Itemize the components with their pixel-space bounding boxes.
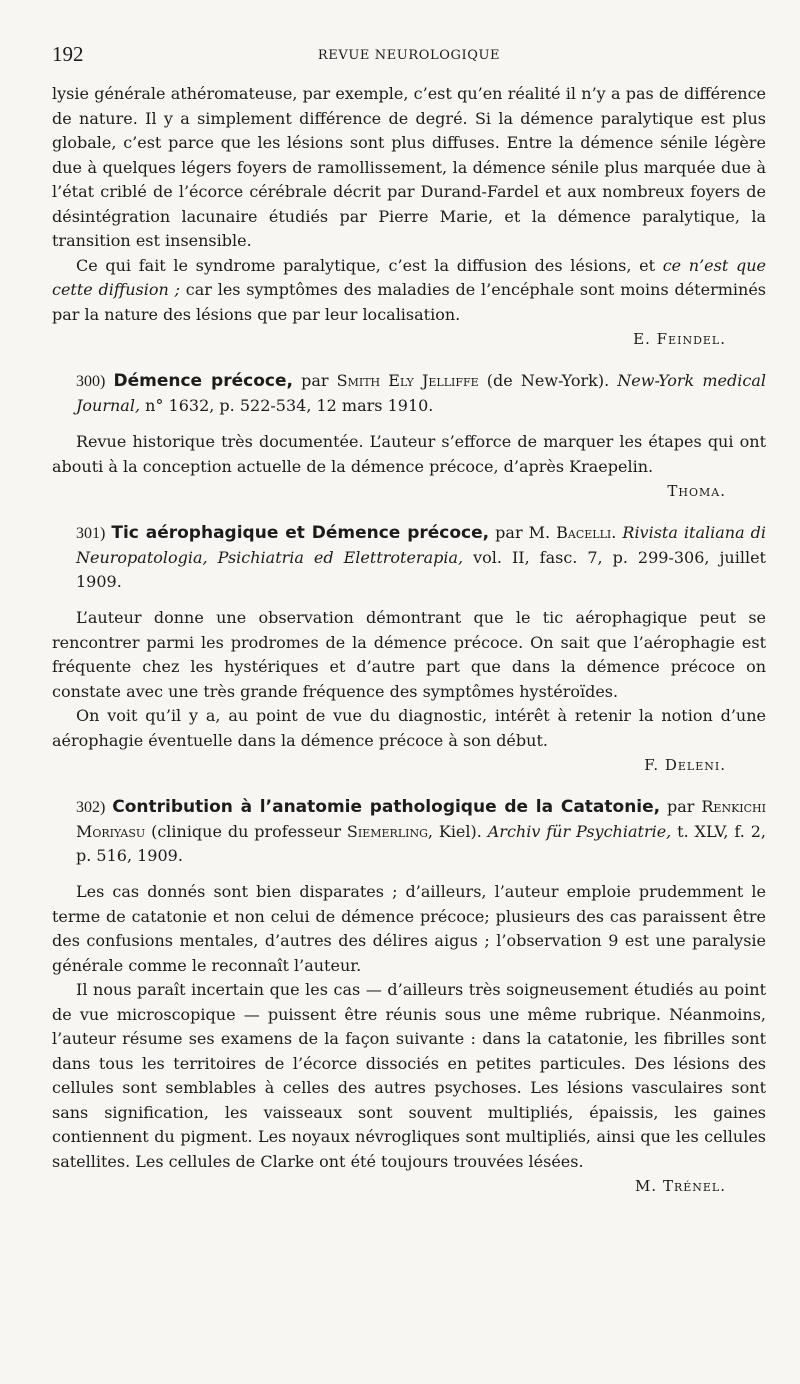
abstract-entry-300: [52, 369, 766, 503]
entry-place: (clinique du professeur: [145, 822, 347, 841]
entry-text: Il nous paraît incertain que les cas — d’ailleurs très soigneusement étudiés au point de vue microscopique — puissent être réunis sous une même rubrique. Néanmoins, l’auteur résume ses examens de la façon suivante : dans la catatonie, les fibrilles sont dans tous les territoires de l’écorce dissociés en petites particules. Des lésions des cellules sont semblables à celles des autres psychoses. Les lésions vasculaires sont sans signification, les vaisseaux sont souvent multipliés, épaissis, les gaines contiennent du pigment. Les noyaux névrogliques sont multipliés, ainsi que les cellules satellites. Les cellules de Clarke ont été toujours trouvées lésées.: [52, 980, 766, 1171]
journal-page: [52, 42, 766, 1198]
entry-number: 300): [76, 373, 106, 390]
entry-place-author: Siemerling: [346, 822, 428, 841]
entry-place-end: , Kiel).: [427, 822, 488, 841]
entry-journal: Archiv für Psychiatrie,: [487, 822, 672, 841]
entry-body: [52, 606, 766, 777]
entry-reference: t. XLV, f. 2, p. 516, 1909.: [76, 822, 766, 865]
entry-text: L’auteur donne une observation démontrant que le tic aérophagique peut se rencontrer parmi les prodromes de la démence précoce. On sait que l’aérophagie est fréquente chez les hystériques et d’autre part que dans la démence précoce on constate avec une très grande fréquence des symptômes hystéroïdes.: [52, 608, 766, 701]
entry-text: Les cas donnés sont bien disparates ; d’ailleurs, l’auteur emploie prudemment le terme de catatonie et non celui de démence précoce; plusieurs des cas paraissent être des confusions mentales, d’autres des délires aigus ; l’observation 9 est une paralysie générale comme le reconnaît l’auteur.: [52, 882, 766, 975]
entry-body: [52, 430, 766, 503]
entry-text: Revue historique très documentée. L’auteur s’efforce de marquer les étapes qui ont abouti à la conception actuelle de la démence précoce, d’après Kraepelin.: [52, 432, 766, 476]
entry-author: Bacelli.: [556, 523, 617, 542]
entry-citation: [52, 521, 766, 594]
intro-emphasis: ce n’est que cette diffusion ;: [52, 255, 766, 299]
entry-title: Contribution à l’anatomie pathologique de la Catatonie,: [112, 797, 661, 817]
entry-author: Smith Ely Jelliffe: [336, 371, 479, 390]
entry-citation: [52, 369, 766, 418]
entry-title: Démence précoce,: [113, 371, 293, 391]
entry-by: par M.: [489, 523, 557, 542]
entry-title: Tic aérophagique et Démence précoce,: [111, 523, 490, 543]
entry-by: par: [660, 797, 702, 816]
page-number: 192: [52, 42, 84, 66]
abstract-entry-302: [52, 795, 766, 1198]
entry-reference: n° 1632, p. 522-534, 12 mars 1910.: [140, 396, 434, 415]
intro-paragraph-2: [52, 254, 766, 328]
entry-number: 302): [76, 799, 106, 816]
page-header: [52, 42, 766, 68]
entry-author: Renkichi Moriyasu: [76, 797, 766, 841]
entry-place: (de New-York).: [478, 371, 618, 390]
signature-trenel: M. Trénel.: [635, 1177, 726, 1195]
entry-number: 301): [76, 525, 106, 542]
entry-journal: Rivista italiana di Neuropatologia, Psichiatria ed Elettroterapia,: [76, 523, 767, 567]
intro-text: Ce qui fait le syndrome paralytique, c’est la diffusion des lésions, et: [76, 255, 663, 275]
entry-by: par: [292, 371, 337, 390]
running-title: REVUE NEUROLOGIQUE: [317, 48, 501, 63]
intro-paragraph-1: lysie générale athéromateuse, par exemple, c’est qu’en réalité il n’y a pas de différence de nature. Il y a simplement différence de degré. Si la démence paralytique est plus globale, c’est parce que les lésions sont plus diffuses. Entre la démence sénile légère due à quelques légers foyers de ramollissement, la démence sénile plus marquée due à l’état criblé de l’écorce cérébrale décrit par Durand-Fardel et aux nombreux foyers de désintégration lacunaire étudiés par Pierre Marie, et la démence paralytique, la transition est insensible.: [52, 84, 766, 250]
entry-text: On voit qu’il y a, au point de vue du diagnostic, intérêt à retenir la notion d’une aérophagie éventuelle dans la démence précoce à son début.: [52, 706, 766, 750]
signature-thoma: Thoma.: [667, 482, 726, 500]
entry-reference: vol. II, fasc. 7, p. 299-306, juillet 1909.: [76, 548, 766, 591]
signature-deleni: F. Deleni.: [644, 756, 726, 774]
entry-body: [52, 880, 766, 1198]
abstract-entry-301: [52, 521, 766, 777]
signature-feindel: E. Feindel.: [633, 330, 726, 348]
entry-citation: [52, 795, 766, 868]
page-body: [52, 82, 766, 1198]
intro-text-end: car les symptômes des maladies de l’encéphale sont moins déterminés par la nature des lésions que par leur localisation.: [52, 280, 766, 324]
entry-journal: New-York medical Journal,: [76, 371, 766, 415]
